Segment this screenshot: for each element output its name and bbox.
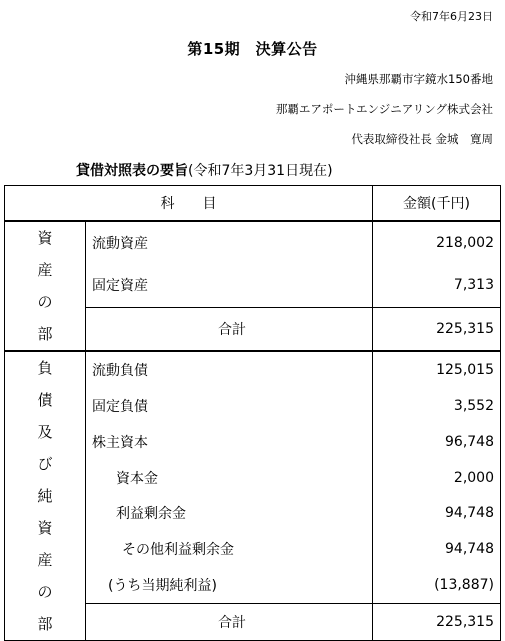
row-item: 固定資産	[86, 264, 373, 307]
total-label: 合計	[86, 604, 373, 641]
row-amount: 94,748	[373, 495, 501, 531]
company-representative: 代表取締役社長 金城 寛周	[351, 132, 493, 146]
row-amount: 96,748	[373, 424, 501, 460]
header-amount: 金額(千円)	[373, 186, 501, 222]
section-label-liabilities: 負債及び純資産の部	[5, 351, 86, 641]
row-amount: 94,748	[373, 531, 501, 567]
total-amount: 225,315	[373, 604, 501, 641]
notice-date: 令和7年6月23日	[410, 10, 493, 23]
row-item: 資本金	[116, 470, 158, 487]
total-label: 合計	[86, 307, 373, 351]
row-item: 流動資産	[86, 221, 373, 264]
heading-main: 貸借対照表の要旨	[76, 163, 188, 179]
page-title: 第15期 決算公告	[187, 40, 318, 58]
table-header-row	[5, 186, 501, 222]
row-amount: 125,015	[373, 351, 501, 388]
row-item: その他利益剰余金	[122, 542, 234, 559]
row-item: 株主資本	[86, 424, 373, 460]
row-amount: 2,000	[373, 460, 501, 496]
row-item: 流動負債	[86, 351, 373, 388]
balance-sheet-heading	[76, 160, 333, 180]
balance-sheet-table	[4, 185, 501, 641]
row-amount: 218,002	[373, 221, 501, 264]
row-amount: 3,552	[373, 388, 501, 424]
table-row	[5, 221, 501, 264]
total-amount: 225,315	[373, 307, 501, 351]
section-label-assets: 資産の部	[5, 221, 86, 351]
row-item: 利益剰余金	[116, 506, 186, 523]
table-row	[5, 351, 501, 388]
row-item: (うち当期純利益)	[108, 578, 217, 595]
row-item: 固定負債	[86, 388, 373, 424]
header-item: 科 目	[5, 186, 373, 222]
row-amount: (13,887)	[373, 567, 501, 603]
company-name: 那覇エアポートエンジニアリング株式会社	[275, 102, 493, 116]
heading-sub: (令和7年3月31日現在)	[188, 163, 333, 179]
row-amount: 7,313	[373, 264, 501, 307]
company-address: 沖縄県那覇市字鏡水150番地	[344, 72, 493, 86]
